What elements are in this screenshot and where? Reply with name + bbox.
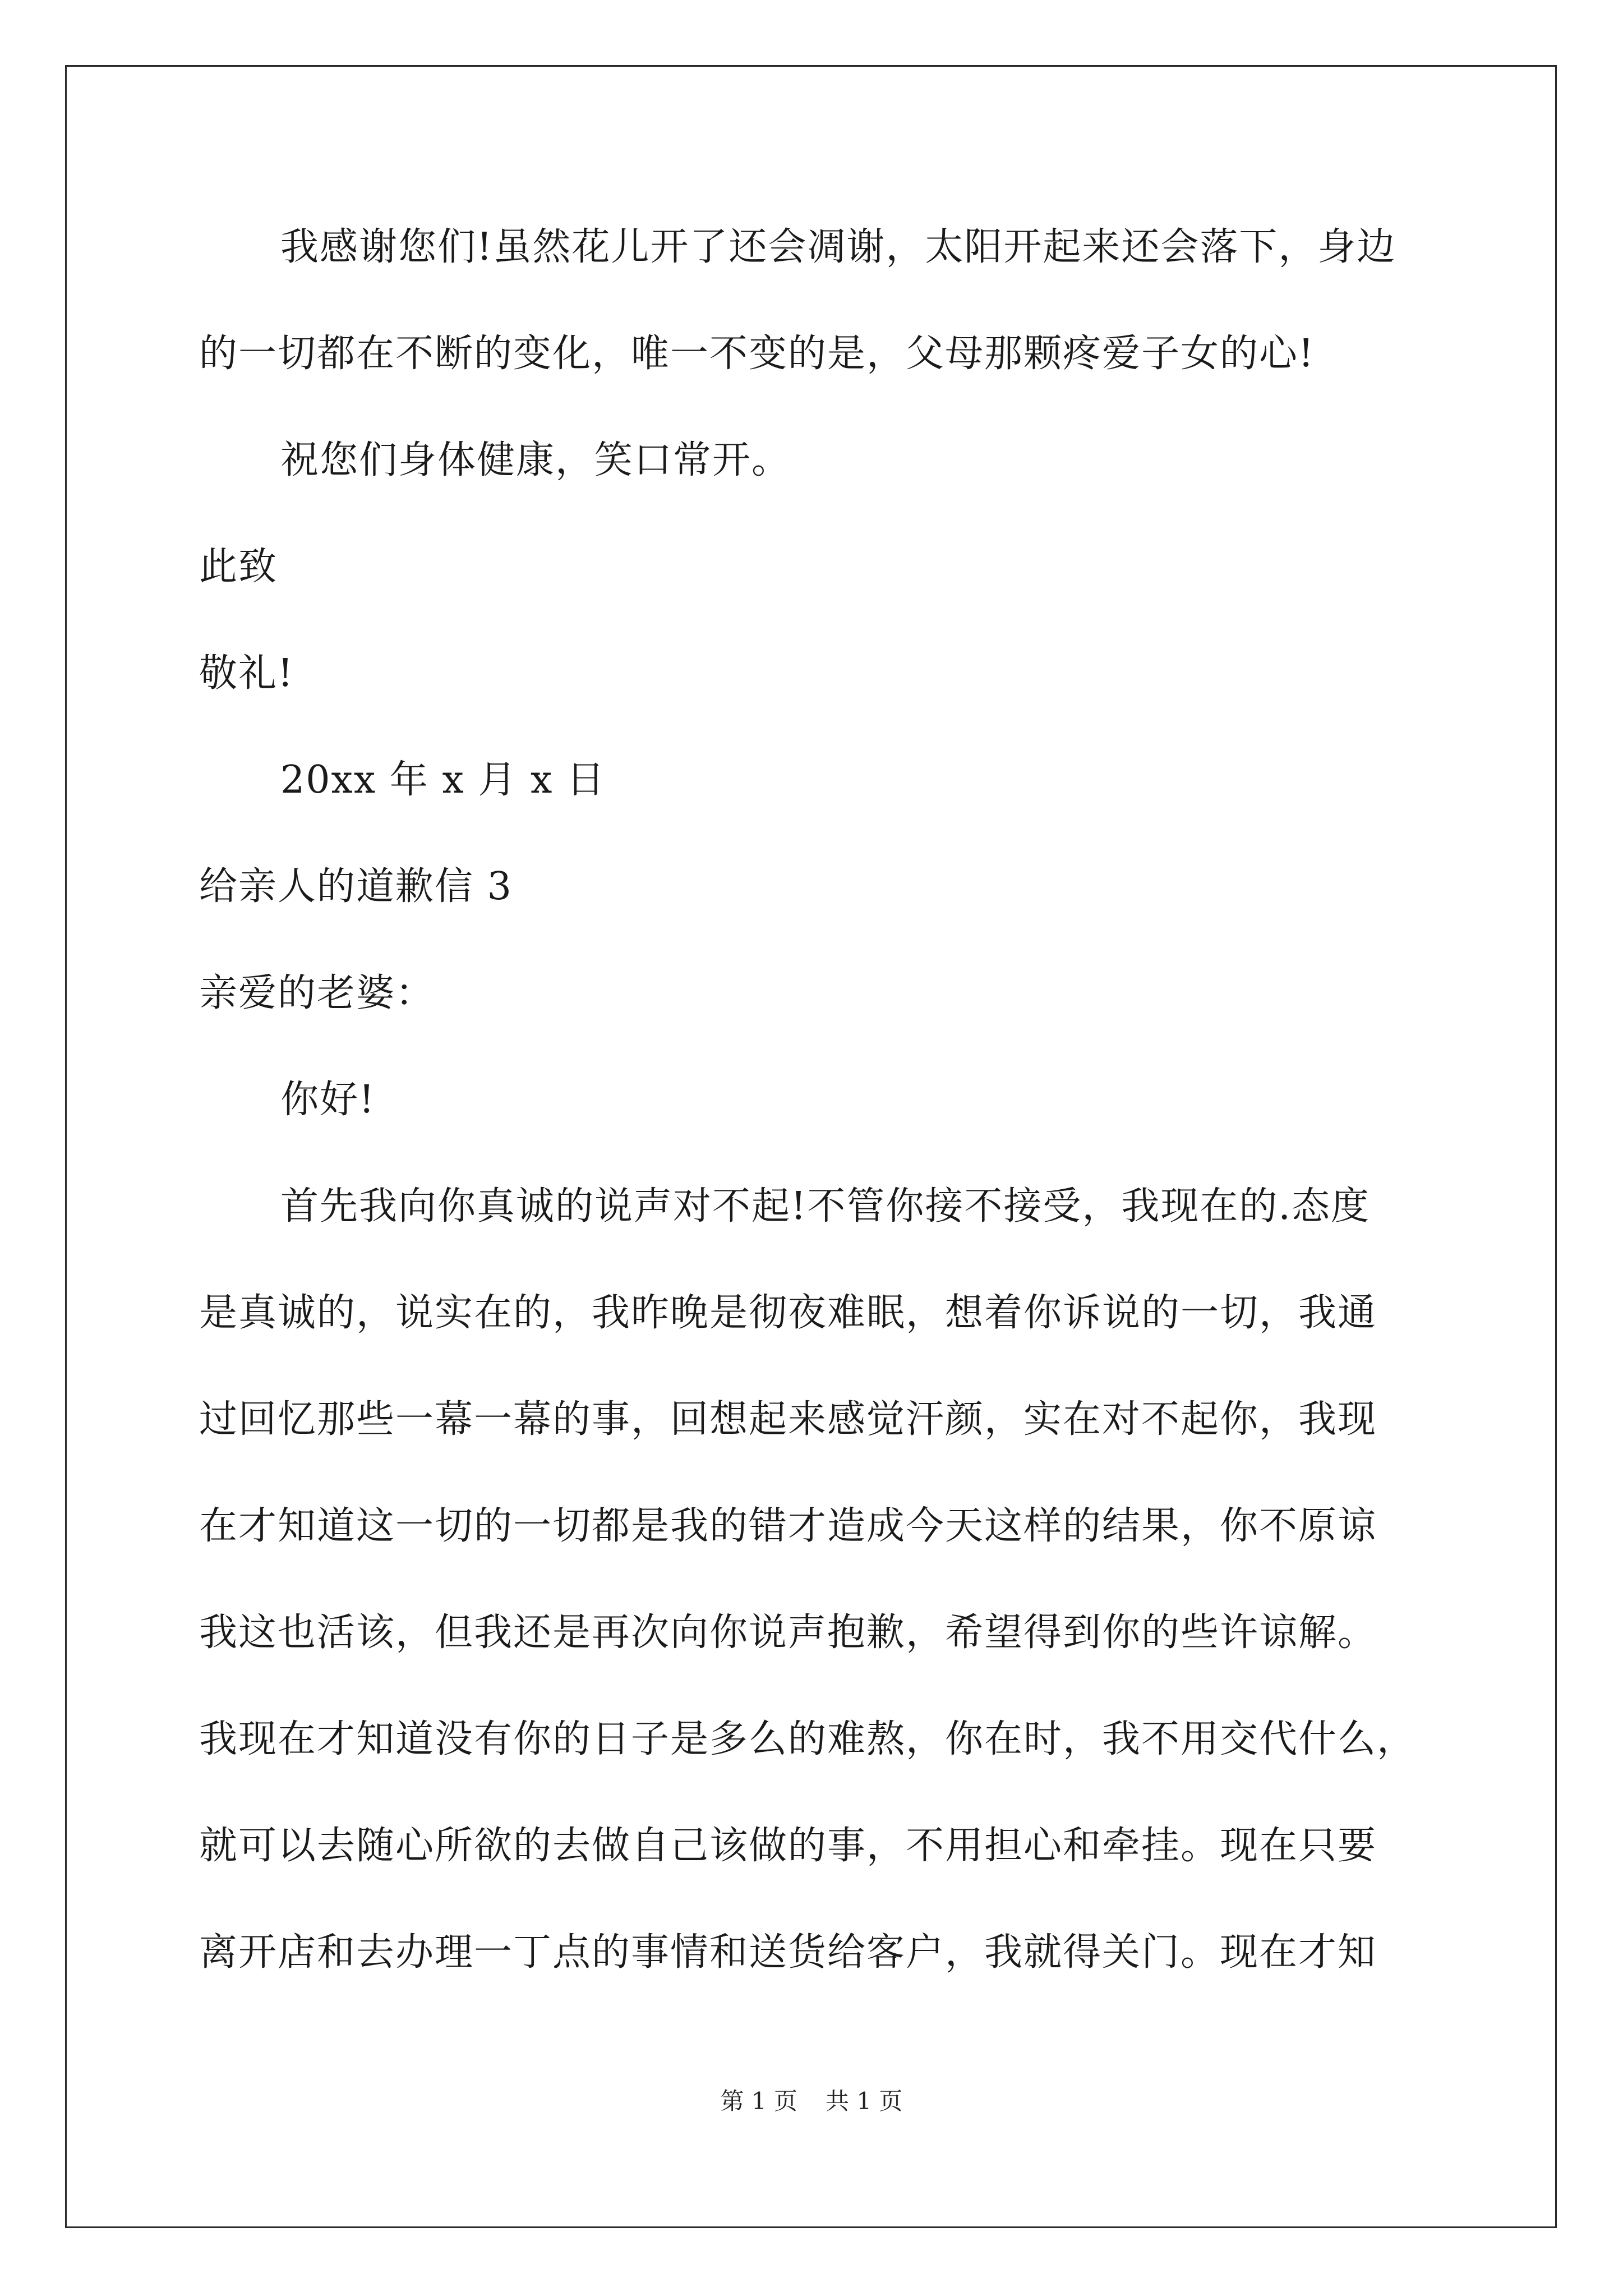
- paragraph-line: 过回忆那些一幕一幕的事，回想起来感觉汗颜，实在对不起你，我现: [199, 1397, 1377, 1442]
- section-title: 给亲人的道歉信 3: [199, 864, 513, 909]
- page-footer: [0, 2086, 1623, 2117]
- closing-salute: 敬礼!: [199, 651, 294, 696]
- paragraph-line: 就可以去随心所欲的去做自己该做的事，不用担心和牵挂。现在只要: [199, 1824, 1377, 1868]
- paragraph-line: 我感谢您们!虽然花儿开了还会凋谢，太阳开起来还会落下，身边: [280, 225, 1396, 269]
- paragraph-line: 我现在才知道没有你的日子是多么的难熬，你在时，我不用交代什么，: [199, 1717, 1417, 1761]
- paragraph-line: 在才知道这一切的一切都是我的错才造成今天这样的结果，你不原谅: [199, 1504, 1377, 1548]
- salutation: 亲爱的老婆：: [199, 971, 435, 1015]
- paragraph-line: 祝您们身体健康，笑口常开。: [280, 438, 791, 482]
- paragraph-line: 是真诚的，说实在的，我昨晚是彻夜难眠，想着你诉说的一切，我通: [199, 1291, 1377, 1335]
- paragraph-line: 离开店和去办理一丁点的事情和送货给客户，我就得关门。现在才知: [199, 1930, 1377, 1975]
- page-number: 第 1 页: [720, 2087, 797, 2115]
- paragraph-line: 的一切都在不断的变化，唯一不变的是，父母那颗疼爱子女的心!: [199, 332, 1315, 376]
- closing-line: 此致: [199, 545, 278, 589]
- date-line: 20xx 年 x 月 x 日: [280, 758, 606, 802]
- paragraph-line: 首先我向你真诚的说声对不起!不管你接不接受，我现在的.态度: [280, 1184, 1370, 1228]
- document-body: [199, 222, 1461, 2033]
- greeting: 你好!: [280, 1078, 376, 1122]
- paragraph-line: 我这也活该，但我还是再次向你说声抱歉，希望得到你的些许谅解。: [199, 1611, 1377, 1655]
- page-total: 共 1 页: [826, 2087, 903, 2115]
